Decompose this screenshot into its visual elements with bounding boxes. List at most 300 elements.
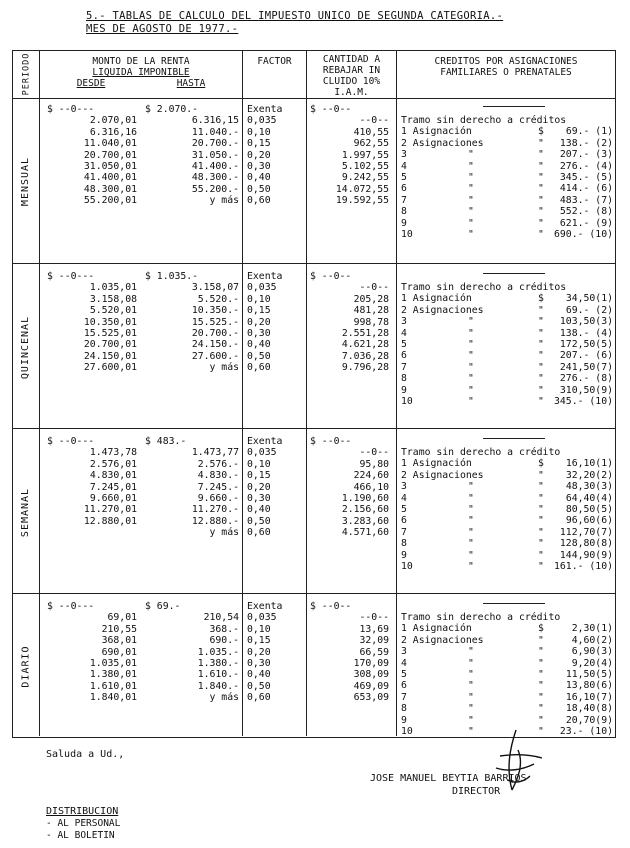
factor-cell: 0,30 xyxy=(247,161,271,172)
cantidad-cell: 224,60 xyxy=(353,470,389,482)
hasta-cell: 20.700.- xyxy=(191,328,239,339)
credit-ditto: " xyxy=(468,561,474,572)
desde-cell: 5.520,01 xyxy=(89,305,137,317)
credit-value: 6,90(3) xyxy=(571,646,613,658)
credit-label: 9 xyxy=(401,714,407,726)
cantidad-cell: 205,28 xyxy=(353,293,389,305)
factor-cell: 0,50 xyxy=(247,515,271,527)
header-monto-line2: LIQUIDA IMPONIBLE xyxy=(92,67,190,78)
distribution-item: - AL PERSONAL xyxy=(46,818,121,829)
credit-value: 172,50(5) xyxy=(559,339,613,350)
credit-label: 5 xyxy=(401,504,407,515)
factor-cell: 0,10 xyxy=(247,623,271,635)
col-divider xyxy=(242,50,243,736)
distribution-item: - AL BOLETIN xyxy=(46,830,115,841)
factor-cell: 0,15 xyxy=(247,305,271,317)
credit-symbol: " xyxy=(538,172,544,183)
credit-value: 414.- (6) xyxy=(559,183,613,195)
hasta-cell: 20.700.- xyxy=(191,138,239,150)
factor-cell: 0,30 xyxy=(247,658,271,669)
credit-title: Tramo sin derecho a crédito xyxy=(401,612,561,623)
credit-value: 16,10(7) xyxy=(565,691,613,703)
credit-symbol: " xyxy=(538,229,544,240)
hasta-cell: y más xyxy=(209,362,239,374)
credit-ditto: " xyxy=(468,172,474,183)
hasta-cell: 5.520.- xyxy=(197,293,239,305)
hasta-cell: 690.- xyxy=(209,635,239,647)
credit-label: 10 xyxy=(401,561,413,572)
cantidad-cell: $ --0-- xyxy=(310,104,352,115)
cantidad-cell: 962,55 xyxy=(353,138,389,150)
hasta-cell: y más xyxy=(209,527,239,539)
header-cantidad xyxy=(307,54,396,98)
credit-ditto: " xyxy=(468,339,474,350)
cantidad-cell: 653,09 xyxy=(353,692,389,704)
desde-cell: $ --0--- xyxy=(47,104,95,115)
header-monto xyxy=(41,56,241,89)
header-factor: FACTOR xyxy=(257,56,292,67)
hasta-cell: 1.473,77 xyxy=(191,447,239,459)
credit-value: 128,80(8) xyxy=(559,538,613,550)
credit-symbol: " xyxy=(538,160,544,172)
hasta-cell: 11.040.- xyxy=(191,126,239,138)
header-cantidad-line2: REBAJAR IN xyxy=(322,65,381,76)
cantidad-cell: 7.036,28 xyxy=(341,350,389,362)
factor-cell: 0,10 xyxy=(247,126,271,138)
desde-cell: 1.473,78 xyxy=(89,447,137,459)
credit-label: 5 xyxy=(401,172,407,183)
credit-label: 1 Asignación xyxy=(401,623,472,635)
factor-cell: 0,035 xyxy=(247,447,277,459)
credit-label: 2 Asignaciones xyxy=(401,469,484,481)
header-creditos-line1: CREDITOS POR ASIGNACIONES xyxy=(434,56,578,67)
credit-ditto: " xyxy=(468,515,474,527)
credit-ditto: " xyxy=(468,481,474,493)
hasta-cell: 210,54 xyxy=(203,612,239,624)
credit-symbol: " xyxy=(538,691,544,703)
col-divider xyxy=(306,50,307,736)
credit-value: 207.- (3) xyxy=(559,149,613,161)
factor-cell: 0,40 xyxy=(247,504,271,516)
credit-ditto: " xyxy=(468,680,474,692)
credit-divider-dash xyxy=(483,603,545,604)
hasta-cell: 368.- xyxy=(209,623,239,635)
period-label-cell xyxy=(13,595,39,738)
credit-value: 483.- (7) xyxy=(559,194,613,206)
cantidad-cell: 13,69 xyxy=(359,623,389,635)
credit-value: 161.- (10) xyxy=(554,561,613,572)
credit-value: 2,30(1) xyxy=(571,623,613,635)
credit-symbol: " xyxy=(538,316,544,328)
hasta-cell: 31.050.- xyxy=(191,149,239,161)
credit-value: 48,30(3) xyxy=(565,481,613,493)
cantidad-cell: 14.072,55 xyxy=(335,183,389,195)
factor-cell: 0,50 xyxy=(247,183,271,195)
desde-cell: 10.350,01 xyxy=(83,316,137,328)
title-line-2: MES DE AGOSTO DE 1977.- xyxy=(86,23,239,35)
cantidad-cell: 308,09 xyxy=(353,669,389,681)
desde-cell: 1.035,01 xyxy=(89,282,137,294)
credit-value: 16,10(1) xyxy=(565,458,613,470)
hasta-cell: 7.245.- xyxy=(197,481,239,493)
factor-cell: Exenta xyxy=(247,271,283,282)
credit-value: 345.- (10) xyxy=(554,396,613,407)
cantidad-cell: 170,09 xyxy=(353,658,389,669)
credit-label: 4 xyxy=(401,160,407,172)
cantidad-cell: --0-- xyxy=(359,115,389,127)
cantidad-cell: --0-- xyxy=(359,282,389,294)
cantidad-cell: 466,10 xyxy=(353,481,389,493)
credit-ditto: " xyxy=(468,657,474,669)
credit-symbol: " xyxy=(538,714,544,726)
credit-symbol: " xyxy=(538,183,544,195)
credit-value: 32,20(2) xyxy=(565,469,613,481)
handwritten-signature xyxy=(488,728,548,798)
credit-label: 1 Asignación xyxy=(401,126,472,138)
credit-ditto: " xyxy=(468,726,474,737)
desde-cell: 1.610,01 xyxy=(89,680,137,692)
credit-ditto: " xyxy=(468,183,474,195)
desde-cell: 9.660,01 xyxy=(89,493,137,504)
hasta-cell: $ 483.- xyxy=(145,436,187,447)
credit-value: 34,50(1) xyxy=(565,293,613,305)
credit-label: 2 Asignaciones xyxy=(401,634,484,646)
credit-label: 3 xyxy=(401,149,407,161)
hasta-cell: 11.270.- xyxy=(191,504,239,516)
credit-symbol: " xyxy=(538,206,544,218)
desde-cell: 27.600,01 xyxy=(83,362,137,374)
desde-cell: 368,01 xyxy=(101,635,137,647)
cantidad-cell: 1.997,55 xyxy=(341,149,389,161)
credit-ditto: " xyxy=(468,504,474,515)
credit-label: 8 xyxy=(401,703,407,715)
credit-value: 112,70(7) xyxy=(559,526,613,538)
credit-symbol: $ xyxy=(538,623,544,635)
credit-value: 241,50(7) xyxy=(559,361,613,373)
credit-symbol: " xyxy=(538,726,544,737)
credit-ditto: " xyxy=(468,373,474,385)
factor-cell: 0,60 xyxy=(247,362,271,374)
section-separator xyxy=(13,428,615,429)
period-label: SEMANAL xyxy=(20,487,32,538)
credit-symbol: " xyxy=(538,137,544,149)
credit-value: 18,40(8) xyxy=(565,703,613,715)
factor-cell: 0,60 xyxy=(247,195,271,207)
factor-cell: 0,40 xyxy=(247,339,271,351)
credit-value: 276.- (8) xyxy=(559,373,613,385)
cantidad-cell: 410,55 xyxy=(353,126,389,138)
credit-symbol: " xyxy=(538,549,544,561)
hasta-cell: 3.158,07 xyxy=(191,282,239,294)
hasta-cell: $ 2.070.- xyxy=(145,104,199,115)
credit-ditto: " xyxy=(468,691,474,703)
desde-cell: 31.050,01 xyxy=(83,161,137,172)
hasta-cell: y más xyxy=(209,692,239,704)
factor-cell: Exenta xyxy=(247,104,283,115)
hasta-cell: 6.316,15 xyxy=(191,115,239,127)
credit-value: 207.- (6) xyxy=(559,350,613,362)
cantidad-cell: 2.156,60 xyxy=(341,504,389,516)
factor-cell: 0,035 xyxy=(247,612,277,624)
credit-ditto: " xyxy=(468,229,474,240)
credit-label: 6 xyxy=(401,183,407,195)
credit-value: 4,60(2) xyxy=(571,634,613,646)
factor-cell: 0,10 xyxy=(247,458,271,470)
period-label-cell xyxy=(13,98,39,265)
document-title xyxy=(86,10,503,36)
credit-ditto: " xyxy=(468,160,474,172)
credit-symbol: " xyxy=(538,657,544,669)
header-periodo xyxy=(13,50,39,98)
hasta-cell: 9.660.- xyxy=(197,493,239,504)
cantidad-cell: 3.283,60 xyxy=(341,515,389,527)
desde-cell: 2.070,01 xyxy=(89,115,137,127)
hasta-cell: 48.300.- xyxy=(191,172,239,184)
credit-label: 6 xyxy=(401,350,407,362)
cantidad-cell: 32,09 xyxy=(359,635,389,647)
hasta-cell: 1.840.- xyxy=(197,680,239,692)
credit-value: 69.- (1) xyxy=(565,126,613,138)
hasta-cell: 4.830.- xyxy=(197,470,239,482)
factor-cell: 0,15 xyxy=(247,470,271,482)
credit-symbol: " xyxy=(538,481,544,493)
credit-label: 6 xyxy=(401,515,407,527)
credit-symbol: " xyxy=(538,634,544,646)
credit-value: 138.- (4) xyxy=(559,327,613,339)
desde-cell: 7.245,01 xyxy=(89,481,137,493)
credit-label: 3 xyxy=(401,646,407,658)
hasta-cell: 2.576.- xyxy=(197,458,239,470)
desde-cell: 1.840,01 xyxy=(89,692,137,704)
signer-name: JOSE MANUEL BEYTIA BARRIOS xyxy=(370,773,527,784)
credit-ditto: " xyxy=(468,549,474,561)
cantidad-cell: 9.242,55 xyxy=(341,172,389,184)
title-line-1: 5.- TABLAS DE CALCULO DEL IMPUESTO UNICO DE SEGUNDA CATEGORIA.- xyxy=(86,10,504,22)
table-top-border xyxy=(13,50,615,51)
factor-cell: 0,50 xyxy=(247,350,271,362)
credit-ditto: " xyxy=(468,194,474,206)
desde-cell: 1.035,01 xyxy=(89,658,137,669)
hasta-cell: 15.525.- xyxy=(191,316,239,328)
credit-value: 80,50(5) xyxy=(565,504,613,515)
hasta-cell: $ 1.035.- xyxy=(145,271,199,282)
hasta-cell: 1.610.- xyxy=(197,669,239,681)
credit-value: 11,50(5) xyxy=(565,669,613,680)
credit-value: 23.- (10) xyxy=(559,726,613,737)
credit-ditto: " xyxy=(468,327,474,339)
credit-symbol: " xyxy=(538,149,544,161)
credit-value: 69.- (2) xyxy=(565,304,613,316)
header-bottom-border xyxy=(13,98,615,99)
credit-symbol: " xyxy=(538,361,544,373)
cantidad-cell: $ --0-- xyxy=(310,271,352,282)
desde-cell: 4.830,01 xyxy=(89,470,137,482)
cantidad-cell: 66,59 xyxy=(359,646,389,658)
desde-cell: 20.700,01 xyxy=(83,339,137,351)
credit-value: 138.- (2) xyxy=(559,137,613,149)
hasta-cell: 1.035.- xyxy=(197,646,239,658)
hasta-cell: 41.400.- xyxy=(191,161,239,172)
hasta-cell: y más xyxy=(209,195,239,207)
credit-symbol: " xyxy=(538,339,544,350)
factor-cell: 0,20 xyxy=(247,481,271,493)
credit-symbol: " xyxy=(538,515,544,527)
credit-label: 8 xyxy=(401,373,407,385)
header-desde-hasta xyxy=(41,78,241,89)
header-cantidad-line4: I.A.M. xyxy=(334,87,369,98)
period-label-cell xyxy=(13,430,39,595)
factor-cell: 0,20 xyxy=(247,646,271,658)
credit-label: 2 Asignaciones xyxy=(401,137,484,149)
credit-label: 5 xyxy=(401,669,407,680)
credit-label: 1 Asignación xyxy=(401,293,472,305)
header-cantidad-line3: CLUIDO 10% xyxy=(322,76,381,87)
credit-ditto: " xyxy=(468,669,474,680)
header-hasta: HASTA xyxy=(176,78,206,89)
credit-symbol: " xyxy=(538,561,544,572)
credit-title: Tramo sin derecho a créditos xyxy=(401,115,567,126)
credit-symbol: " xyxy=(538,703,544,715)
factor-cell: 0,20 xyxy=(247,316,271,328)
factor-cell: 0,50 xyxy=(247,680,271,692)
desde-cell: 55.200,01 xyxy=(83,195,137,207)
credit-title: Tramo sin derecho a crédito xyxy=(401,447,561,458)
credit-label: 4 xyxy=(401,327,407,339)
hasta-cell: $ 69.- xyxy=(145,601,181,612)
factor-cell: 0,30 xyxy=(247,493,271,504)
credit-value: 276.- (4) xyxy=(559,160,613,172)
cantidad-cell: 95,80 xyxy=(359,458,389,470)
hasta-cell: 24.150.- xyxy=(191,339,239,351)
factor-cell: Exenta xyxy=(247,436,283,447)
credit-symbol: " xyxy=(538,373,544,385)
period-label: DIARIO xyxy=(20,645,32,688)
credit-label: 4 xyxy=(401,657,407,669)
section-separator xyxy=(13,263,615,264)
cantidad-cell: --0-- xyxy=(359,612,389,624)
credit-ditto: " xyxy=(468,538,474,550)
credit-label: 9 xyxy=(401,549,407,561)
credit-ditto: " xyxy=(468,646,474,658)
credit-ditto: " xyxy=(468,396,474,407)
header-periodo-label: PERIODO xyxy=(21,52,32,96)
header-monto-line1: MONTO DE LA RENTA xyxy=(92,56,190,67)
credit-ditto: " xyxy=(468,316,474,328)
credit-ditto: " xyxy=(468,217,474,229)
credit-label: 10 xyxy=(401,726,413,737)
desde-cell: 210,55 xyxy=(101,623,137,635)
hasta-cell: 10.350.- xyxy=(191,305,239,317)
credit-ditto: " xyxy=(468,526,474,538)
credit-ditto: " xyxy=(468,384,474,396)
desde-cell: 6.316,16 xyxy=(89,126,137,138)
credit-label: 10 xyxy=(401,396,413,407)
desde-cell: 11.040,01 xyxy=(83,138,137,150)
credit-symbol: " xyxy=(538,538,544,550)
desde-cell: 3.158,08 xyxy=(89,293,137,305)
desde-cell: $ --0--- xyxy=(47,271,95,282)
credit-label: 8 xyxy=(401,206,407,218)
desde-cell: 11.270,01 xyxy=(83,504,137,516)
cantidad-cell: 19.592,55 xyxy=(335,195,389,207)
desde-cell: 69,01 xyxy=(107,612,137,624)
credit-ditto: " xyxy=(468,350,474,362)
factor-cell: 0,30 xyxy=(247,328,271,339)
credit-ditto: " xyxy=(468,714,474,726)
factor-cell: Exenta xyxy=(247,601,283,612)
credit-value: 345.- (5) xyxy=(559,172,613,183)
desde-cell: 20.700,01 xyxy=(83,149,137,161)
desde-cell: 12.880,01 xyxy=(83,515,137,527)
credit-value: 96,60(6) xyxy=(565,515,613,527)
credit-value: 13,80(6) xyxy=(565,680,613,692)
tax-table xyxy=(12,50,616,738)
cantidad-cell: 5.102,55 xyxy=(341,161,389,172)
hasta-cell: 55.200.- xyxy=(191,183,239,195)
desde-cell: 41.400,01 xyxy=(83,172,137,184)
credit-value: 690.- (10) xyxy=(554,229,613,240)
credit-symbol: " xyxy=(538,526,544,538)
period-label: MENSUAL xyxy=(20,156,32,207)
credit-value: 621.- (9) xyxy=(559,217,613,229)
credit-symbol: " xyxy=(538,646,544,658)
credit-symbol: " xyxy=(538,384,544,396)
credit-symbol: " xyxy=(538,217,544,229)
factor-cell: 0,40 xyxy=(247,669,271,681)
period-label-cell xyxy=(13,265,39,430)
factor-cell: 0,20 xyxy=(247,149,271,161)
factor-cell: 0,10 xyxy=(247,293,271,305)
factor-cell: 0,035 xyxy=(247,282,277,294)
credit-label: 7 xyxy=(401,194,407,206)
desde-cell: 2.576,01 xyxy=(89,458,137,470)
credit-label: 5 xyxy=(401,339,407,350)
credit-symbol: " xyxy=(538,396,544,407)
desde-cell: 48.300,01 xyxy=(83,183,137,195)
credit-symbol: " xyxy=(538,350,544,362)
cantidad-cell: 481,28 xyxy=(353,305,389,317)
closing-greeting: Saluda a Ud., xyxy=(46,749,125,760)
cantidad-cell: 4.571,60 xyxy=(341,527,389,539)
credit-value: 20,70(9) xyxy=(565,714,613,726)
credit-label: 7 xyxy=(401,526,407,538)
cantidad-cell: 1.190,60 xyxy=(341,493,389,504)
signer-role: DIRECTOR xyxy=(452,786,501,797)
credit-ditto: " xyxy=(468,703,474,715)
cantidad-cell: 2.551,28 xyxy=(341,328,389,339)
credit-divider-dash xyxy=(483,273,545,274)
credit-label: 2 Asignaciones xyxy=(401,304,484,316)
desde-cell: 1.380,01 xyxy=(89,669,137,681)
desde-cell: $ --0--- xyxy=(47,601,95,612)
desde-cell: 15.525,01 xyxy=(83,328,137,339)
desde-cell: 690,01 xyxy=(101,646,137,658)
credit-ditto: " xyxy=(468,492,474,504)
credit-value: 64,40(4) xyxy=(565,492,613,504)
credit-value: 144,90(9) xyxy=(559,549,613,561)
credit-label: 4 xyxy=(401,492,407,504)
credit-ditto: " xyxy=(468,361,474,373)
desde-cell: $ --0--- xyxy=(47,436,95,447)
cantidad-cell: --0-- xyxy=(359,447,389,459)
cantidad-cell: 998,78 xyxy=(353,316,389,328)
credit-symbol: " xyxy=(538,194,544,206)
hasta-cell: 1.380.- xyxy=(197,658,239,669)
credit-label: 3 xyxy=(401,481,407,493)
distribution-title: DISTRIBUCION xyxy=(46,806,119,817)
credit-label: 7 xyxy=(401,691,407,703)
cantidad-cell: 469,09 xyxy=(353,680,389,692)
